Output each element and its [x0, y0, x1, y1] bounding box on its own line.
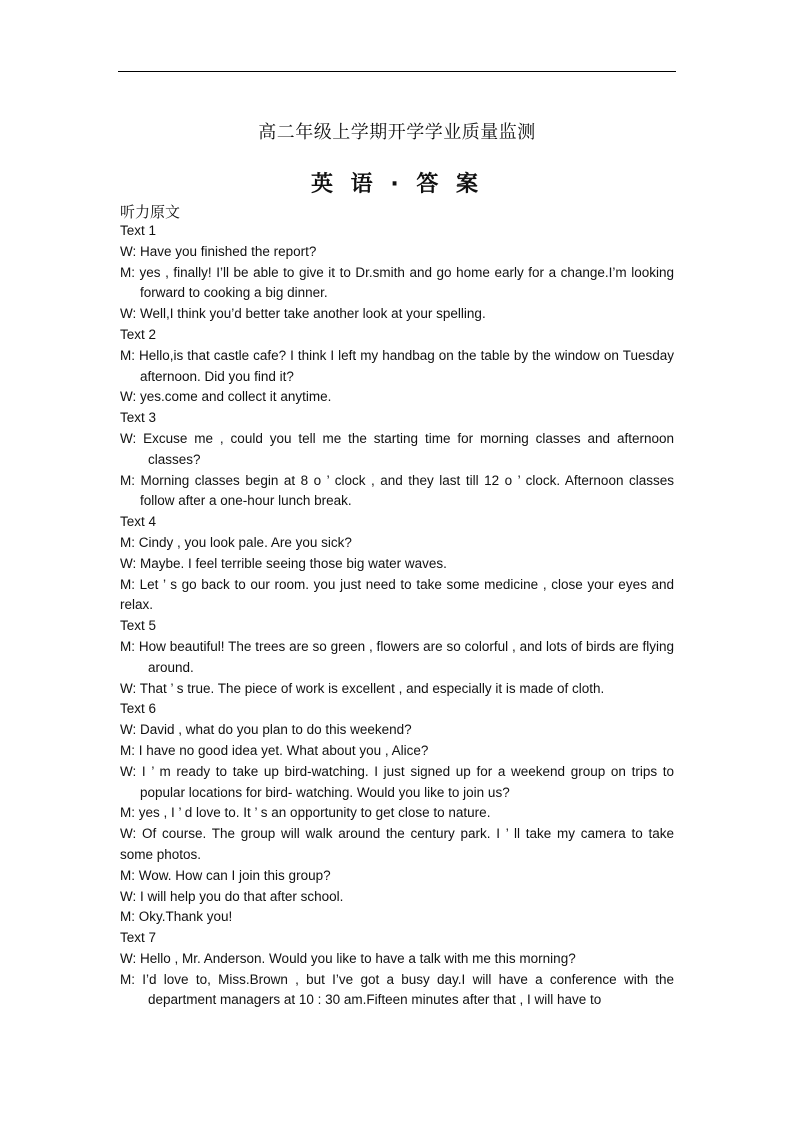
- dialogue-line: W: Of course. The group will walk around the century park. I ’ ll take my camera to take some photos.: [120, 826, 674, 862]
- dialogue-line: W: Well,I think you’d better take another look at your spelling.: [120, 306, 486, 322]
- dialogue-line: W: Have you finished the report?: [120, 243, 317, 259]
- page-subtitle: 英 语 · 答 案: [311, 172, 483, 197]
- header-rule: [118, 71, 676, 72]
- dialogue-line: M: Oky.Thank you!: [120, 909, 233, 925]
- dialogue-line: W: Maybe. I feel terrible seeing those big water waves.: [120, 555, 447, 571]
- text-heading: Text 5: [120, 618, 157, 634]
- dialogue-line: M: Wow. How can I join this group?: [120, 867, 331, 883]
- dialogue-line: W: David , what do you plan to do this weekend?: [120, 722, 412, 738]
- dialogue-line: M: I’d love to, Miss.Brown , but I’ve got a busy day.I will have a conference with the department managers at 10 : 30 am.Fifteen minutes after that , I will have to: [120, 971, 674, 1008]
- dialogue-line: M: Morning classes begin at 8 o ’ clock , and they last till 12 o ’ clock. Afternoon classes follow after a one-hour lunch break.: [120, 472, 674, 509]
- dialogue-line: M: yes , I ’ d love to. It ’ s an opportunity to get close to nature.: [120, 805, 491, 821]
- dialogue-line: M: How beautiful! The trees are so green , flowers are so colorful , and lots of birds are flying around.: [120, 638, 674, 675]
- text-heading: Text 4: [120, 514, 157, 530]
- text-heading: Text 2: [120, 326, 157, 342]
- dialogue-line: M: Let ’ s go back to our room. you just need to take some medicine , close your eyes and relax.: [120, 576, 674, 613]
- text-heading: Text 3: [120, 410, 157, 426]
- dialogue-line: W: yes.come and collect it anytime.: [120, 389, 332, 405]
- dialogue-line: M: yes , finally! I’ll be able to give it to Dr.smith and go home early for a change.I’m looking forward to cooking a big dinner.: [120, 264, 674, 301]
- text-heading: Text 7: [120, 930, 157, 946]
- text-heading: Text 6: [120, 701, 157, 717]
- dialogue-line: M: Hello,is that castle cafe? I think I left my handbag on the table by the window on Tuesday afternoon. Did you find it?: [120, 347, 674, 384]
- text-heading: Text 1: [120, 223, 157, 238]
- transcript: [120, 221, 674, 1011]
- dialogue-line: W: That ’ s true. The piece of work is excellent , and especially it is made of cloth.: [120, 680, 605, 696]
- dialogue-line: M: Cindy , you look pale. Are you sick?: [120, 534, 352, 550]
- dialogue-line: M: I have no good idea yet. What about you , Alice?: [120, 742, 429, 758]
- dialogue-line: W: I ’ m ready to take up bird-watching. I just signed up for a weekend group on trips to popular locations for bird- watching. Would you like to join us?: [120, 763, 674, 800]
- dialogue-line: W: Excuse me , could you tell me the starting time for morning classes and afternoon classes?: [120, 430, 674, 467]
- dialogue-line: W: Hello , Mr. Anderson. Would you like to have a talk with me this morning?: [120, 950, 576, 966]
- page-title: 高二年级上学期开学学业质量监测: [258, 122, 536, 143]
- section-heading: 听力原文: [120, 203, 181, 221]
- dialogue-line: W: I will help you do that after school.: [120, 888, 344, 904]
